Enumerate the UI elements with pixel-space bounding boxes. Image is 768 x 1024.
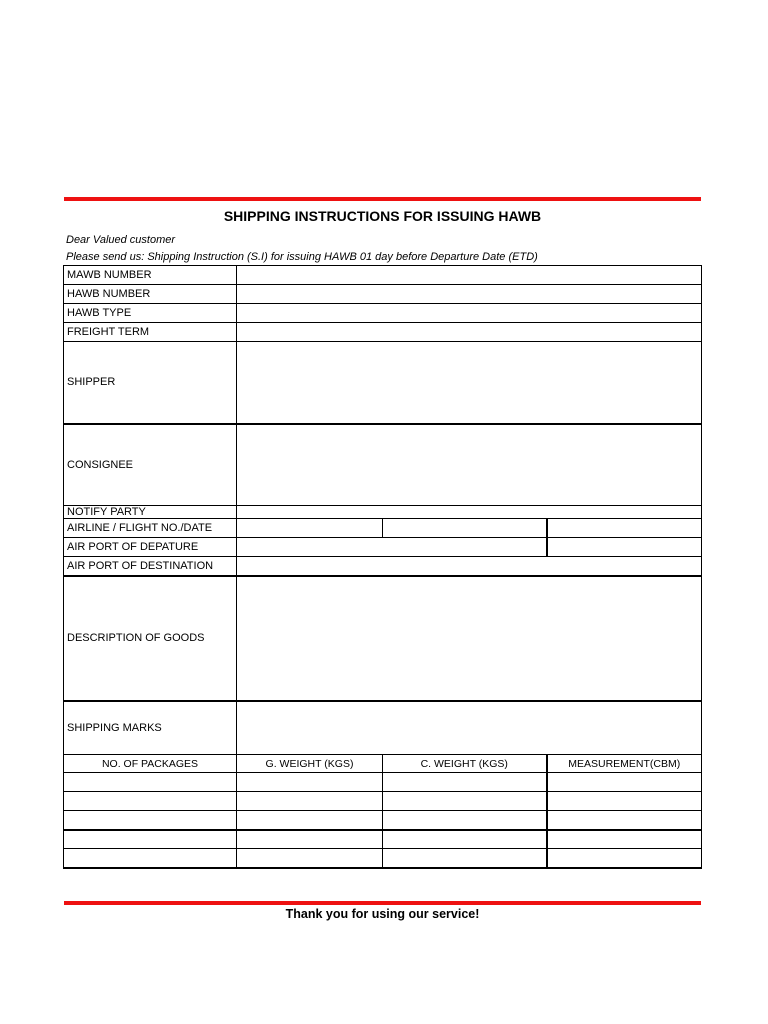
gross-weight-header: G. WEIGHT (KGS) (237, 755, 383, 773)
chargeable-weight-cell[interactable] (383, 773, 547, 792)
packages-cell[interactable] (64, 792, 237, 811)
gross-weight-cell[interactable] (237, 811, 383, 830)
chargeable-weight-header: C. WEIGHT (KGS) (383, 755, 547, 773)
shipping-marks-field[interactable] (237, 701, 702, 755)
hawb-type-label: HAWB TYPE (64, 304, 237, 323)
chargeable-weight-cell[interactable] (383, 849, 547, 868)
airline-field[interactable] (237, 519, 383, 538)
airport-departure-field[interactable] (237, 538, 547, 557)
airport-destination-label: AIR PORT OF DESTINATION (64, 557, 237, 576)
flight-number-field[interactable] (383, 519, 547, 538)
shipping-instructions-form (63, 265, 701, 869)
cargo-row (64, 811, 702, 830)
packages-header: NO. OF PACKAGES (64, 755, 237, 773)
top-red-divider (64, 197, 701, 201)
hawb-number-label: HAWB NUMBER (64, 285, 237, 304)
gross-weight-cell[interactable] (237, 792, 383, 811)
footer-thanks: Thank you for using our service! (285, 907, 480, 921)
packages-cell[interactable] (64, 811, 237, 830)
greeting-text: Dear Valued customer (66, 234, 176, 246)
description-goods-field[interactable] (237, 576, 702, 701)
gross-weight-cell[interactable] (237, 773, 383, 792)
notify-party-label: NOTIFY PARTY (64, 506, 237, 519)
cargo-row (64, 830, 702, 849)
freight-term-label: FREIGHT TERM (64, 323, 237, 342)
measurement-cell[interactable] (547, 792, 702, 811)
packages-cell[interactable] (64, 849, 237, 868)
hawb-type-field[interactable] (237, 304, 702, 323)
departure-extra-field[interactable] (547, 538, 702, 557)
cargo-row (64, 773, 702, 792)
chargeable-weight-cell[interactable] (383, 830, 547, 849)
shipping-marks-label: SHIPPING MARKS (64, 701, 237, 755)
cargo-row (64, 792, 702, 811)
consignee-label: CONSIGNEE (64, 424, 237, 506)
measurement-header: MEASUREMENT(CBM) (547, 755, 702, 773)
measurement-cell[interactable] (547, 830, 702, 849)
measurement-cell[interactable] (547, 849, 702, 868)
measurement-cell[interactable] (547, 773, 702, 792)
shipper-field[interactable] (237, 342, 702, 424)
airport-destination-field[interactable] (237, 557, 702, 576)
airport-departure-label: AIR PORT OF DEPATURE (64, 538, 237, 557)
page-title: SHIPPING INSTRUCTIONS FOR ISSUING HAWB (223, 208, 542, 224)
cargo-row (64, 849, 702, 868)
gross-weight-cell[interactable] (237, 849, 383, 868)
gross-weight-cell[interactable] (237, 830, 383, 849)
bottom-red-divider (64, 901, 701, 905)
mawb-number-field[interactable] (237, 266, 702, 285)
chargeable-weight-cell[interactable] (383, 811, 547, 830)
mawb-number-label: MAWB NUMBER (64, 266, 237, 285)
flight-date-field[interactable] (547, 519, 702, 538)
instruction-text: Please send us: Shipping Instruction (S.I) for issuing HAWB 01 day before Departure Date (ETD) (66, 251, 538, 263)
shipper-label: SHIPPER (64, 342, 237, 424)
notify-party-field[interactable] (237, 506, 702, 519)
description-goods-label: DESCRIPTION OF GOODS (64, 576, 237, 701)
chargeable-weight-cell[interactable] (383, 792, 547, 811)
consignee-field[interactable] (237, 424, 702, 506)
hawb-number-field[interactable] (237, 285, 702, 304)
packages-cell[interactable] (64, 830, 237, 849)
airline-flight-label: AIRLINE / FLIGHT NO./DATE (64, 519, 237, 538)
packages-cell[interactable] (64, 773, 237, 792)
measurement-cell[interactable] (547, 811, 702, 830)
freight-term-field[interactable] (237, 323, 702, 342)
